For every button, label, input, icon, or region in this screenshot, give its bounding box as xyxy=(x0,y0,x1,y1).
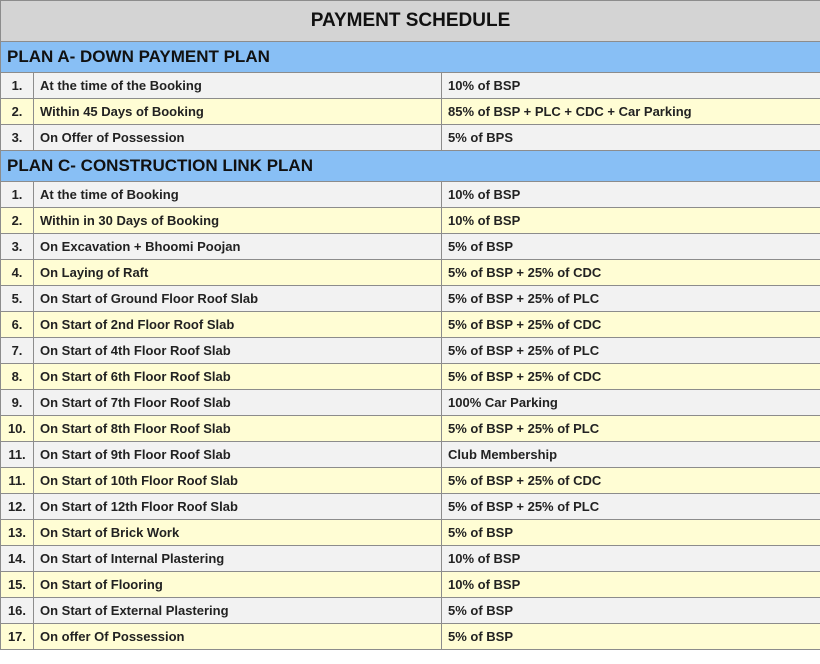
table-row xyxy=(1,546,820,572)
table-row xyxy=(1,73,820,99)
payment-amount: 5% of BPS xyxy=(442,125,820,151)
payment-stage: On Start of 4th Floor Roof Slab xyxy=(34,338,442,364)
page-title: PAYMENT SCHEDULE xyxy=(1,1,820,42)
payment-amount: 10% of BSP xyxy=(442,572,820,598)
payment-amount: 5% of BSP + 25% of PLC xyxy=(442,494,820,520)
table-row xyxy=(1,260,820,286)
row-number: 14. xyxy=(1,546,34,572)
payment-amount: 5% of BSP + 25% of PLC xyxy=(442,286,820,312)
table-row xyxy=(1,312,820,338)
payment-stage: At the time of the Booking xyxy=(34,73,442,99)
payment-stage: Within in 30 Days of Booking xyxy=(34,208,442,234)
table-row xyxy=(1,234,820,260)
payment-amount: 5% of BSP + 25% of CDC xyxy=(442,468,820,494)
table-row xyxy=(1,520,820,546)
payment-stage: On Start of Ground Floor Roof Slab xyxy=(34,286,442,312)
payment-amount: 85% of BSP + PLC + CDC + Car Parking xyxy=(442,99,820,125)
table-row xyxy=(1,364,820,390)
payment-amount: 10% of BSP xyxy=(442,73,820,99)
table-row xyxy=(1,572,820,598)
payment-stage: On Offer of Possession xyxy=(34,125,442,151)
table-row xyxy=(1,442,820,468)
row-number: 3. xyxy=(1,234,34,260)
schedule-body xyxy=(1,1,820,650)
payment-amount: 5% of BSP + 25% of PLC xyxy=(442,416,820,442)
payment-amount: 5% of BSP xyxy=(442,598,820,624)
payment-stage: On Start of 10th Floor Roof Slab xyxy=(34,468,442,494)
payment-stage: On Start of External Plastering xyxy=(34,598,442,624)
payment-amount: 100% Car Parking xyxy=(442,390,820,416)
row-number: 9. xyxy=(1,390,34,416)
payment-amount: 10% of BSP xyxy=(442,182,820,208)
table-row xyxy=(1,494,820,520)
table-row xyxy=(1,125,820,151)
payment-stage: On Start of 7th Floor Roof Slab xyxy=(34,390,442,416)
payment-stage: At the time of Booking xyxy=(34,182,442,208)
payment-stage: On Start of Flooring xyxy=(34,572,442,598)
payment-stage: On Start of 8th Floor Roof Slab xyxy=(34,416,442,442)
payment-stage: On Laying of Raft xyxy=(34,260,442,286)
payment-amount: 5% of BSP + 25% of PLC xyxy=(442,338,820,364)
payment-amount: 10% of BSP xyxy=(442,546,820,572)
row-number: 6. xyxy=(1,312,34,338)
row-number: 10. xyxy=(1,416,34,442)
table-row xyxy=(1,416,820,442)
payment-stage: On Start of 9th Floor Roof Slab xyxy=(34,442,442,468)
payment-stage: On offer Of Possession xyxy=(34,624,442,650)
payment-stage: On Excavation + Bhoomi Poojan xyxy=(34,234,442,260)
table-row xyxy=(1,624,820,650)
table-row xyxy=(1,338,820,364)
plan-c-heading: PLAN C- CONSTRUCTION LINK PLAN xyxy=(1,151,820,182)
payment-amount: 5% of BSP xyxy=(442,624,820,650)
payment-stage: Within 45 Days of Booking xyxy=(34,99,442,125)
payment-amount: 5% of BSP + 25% of CDC xyxy=(442,312,820,338)
payment-stage: On Start of Brick Work xyxy=(34,520,442,546)
row-number: 13. xyxy=(1,520,34,546)
payment-stage: On Start of Internal Plastering xyxy=(34,546,442,572)
table-row xyxy=(1,598,820,624)
row-number: 11. xyxy=(1,468,34,494)
row-number: 7. xyxy=(1,338,34,364)
row-number: 1. xyxy=(1,73,34,99)
payment-stage: On Start of 2nd Floor Roof Slab xyxy=(34,312,442,338)
row-number: 8. xyxy=(1,364,34,390)
payment-stage: On Start of 12th Floor Roof Slab xyxy=(34,494,442,520)
row-number: 11. xyxy=(1,442,34,468)
payment-amount: 5% of BSP + 25% of CDC xyxy=(442,260,820,286)
row-number: 4. xyxy=(1,260,34,286)
row-number: 17. xyxy=(1,624,34,650)
payment-amount: 5% of BSP xyxy=(442,520,820,546)
row-number: 12. xyxy=(1,494,34,520)
table-row xyxy=(1,468,820,494)
payment-amount: Club Membership xyxy=(442,442,820,468)
row-number: 2. xyxy=(1,99,34,125)
title-row xyxy=(1,1,820,42)
table-row xyxy=(1,99,820,125)
table-row xyxy=(1,182,820,208)
plan-a-heading: PLAN A- DOWN PAYMENT PLAN xyxy=(1,42,820,73)
row-number: 3. xyxy=(1,125,34,151)
payment-amount: 5% of BSP xyxy=(442,234,820,260)
payment-amount: 10% of BSP xyxy=(442,208,820,234)
payment-amount: 5% of BSP + 25% of CDC xyxy=(442,364,820,390)
table-row xyxy=(1,208,820,234)
row-number: 5. xyxy=(1,286,34,312)
row-number: 15. xyxy=(1,572,34,598)
payment-stage: On Start of 6th Floor Roof Slab xyxy=(34,364,442,390)
table-row xyxy=(1,286,820,312)
row-number: 2. xyxy=(1,208,34,234)
table-row xyxy=(1,390,820,416)
row-number: 16. xyxy=(1,598,34,624)
plan-a-heading-row xyxy=(1,42,820,73)
plan-c-heading-row xyxy=(1,151,820,182)
row-number: 1. xyxy=(1,182,34,208)
